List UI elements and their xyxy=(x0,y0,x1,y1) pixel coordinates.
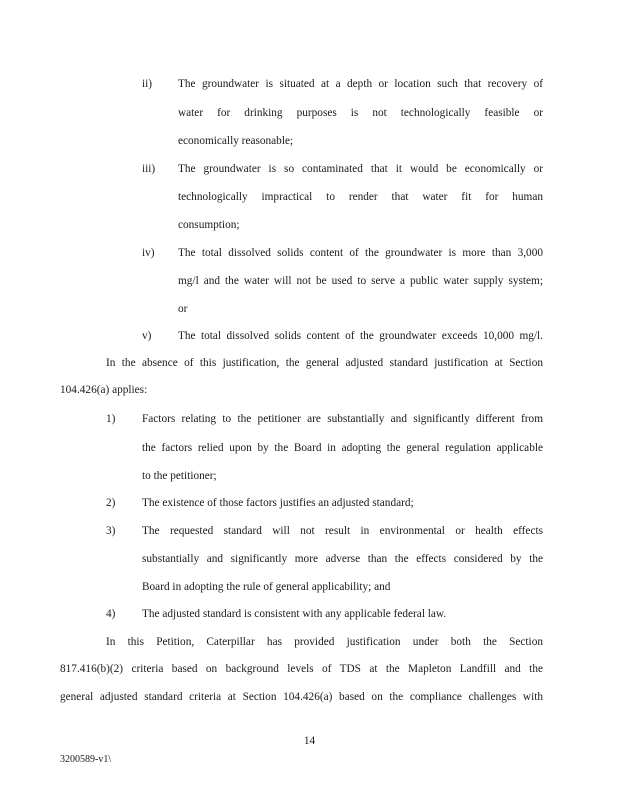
page-number: 14 xyxy=(303,735,316,747)
numbered-item-line: Board in adopting the rule of general applicability; and xyxy=(142,581,391,593)
numbered-item-line: The requested standard will not result in environmental or health effects xyxy=(142,525,543,537)
sub-item-line: The total dissolved solids content of the groundwater exceeds 10,000 mg/l. xyxy=(178,330,543,342)
sub-item-line: The groundwater is situated at a depth or location such that recovery of xyxy=(178,78,543,90)
sub-item-line: consumption; xyxy=(178,219,240,231)
sub-item-line: The groundwater is so contaminated that it would be economically or xyxy=(178,163,543,175)
paragraph-line: 104.426(a) applies: xyxy=(60,384,148,396)
numbered-item-line: to the petitioner; xyxy=(142,470,217,482)
numbered-item-marker: 3) xyxy=(106,525,116,537)
sub-item-marker: iii) xyxy=(142,163,156,175)
numbered-item-marker: 4) xyxy=(106,608,116,620)
numbered-item-line: the factors relied upon by the Board in adopting the general regulation applicable xyxy=(142,442,543,454)
numbered-item-line: The existence of those factors justifies an adjusted standard; xyxy=(142,497,414,509)
numbered-item-line: substantially and significantly more adverse than the effects considered by the xyxy=(142,553,543,565)
paragraph-line: In the absence of this justification, the general adjusted standard justification at Section xyxy=(106,357,543,369)
sub-item-marker: ii) xyxy=(142,78,153,90)
sub-item-line: water for drinking purposes is not technologically feasible or xyxy=(178,107,543,119)
numbered-item-marker: 2) xyxy=(106,497,116,509)
sub-item-line: technologically impractical to render that water fit for human xyxy=(178,191,543,203)
paragraph-line: 817.416(b)(2) criteria based on background levels of TDS at the Mapleton Landfill and the xyxy=(60,663,543,675)
numbered-item-line: The adjusted standard is consistent with any applicable federal law. xyxy=(142,608,447,620)
document-id: 3200589-v1\ xyxy=(60,754,112,765)
paragraph-line: general adjusted standard criteria at Section 104.426(a) based on the compliance challenges with xyxy=(60,691,543,703)
numbered-item-marker: 1) xyxy=(106,413,116,425)
sub-item-line: The total dissolved solids content of the groundwater is more than 3,000 xyxy=(178,247,543,259)
sub-item-line: economically reasonable; xyxy=(178,135,294,147)
sub-item-line: mg/l and the water will not be used to serve a public water supply system; xyxy=(178,275,543,287)
sub-item-marker: iv) xyxy=(142,247,155,259)
paragraph-line: In this Petition, Caterpillar has provided justification under both the Section xyxy=(106,636,543,648)
sub-item-marker: v) xyxy=(142,330,152,342)
numbered-item-line: Factors relating to the petitioner are substantially and significantly different from xyxy=(142,413,543,425)
sub-item-line: or xyxy=(178,303,188,315)
